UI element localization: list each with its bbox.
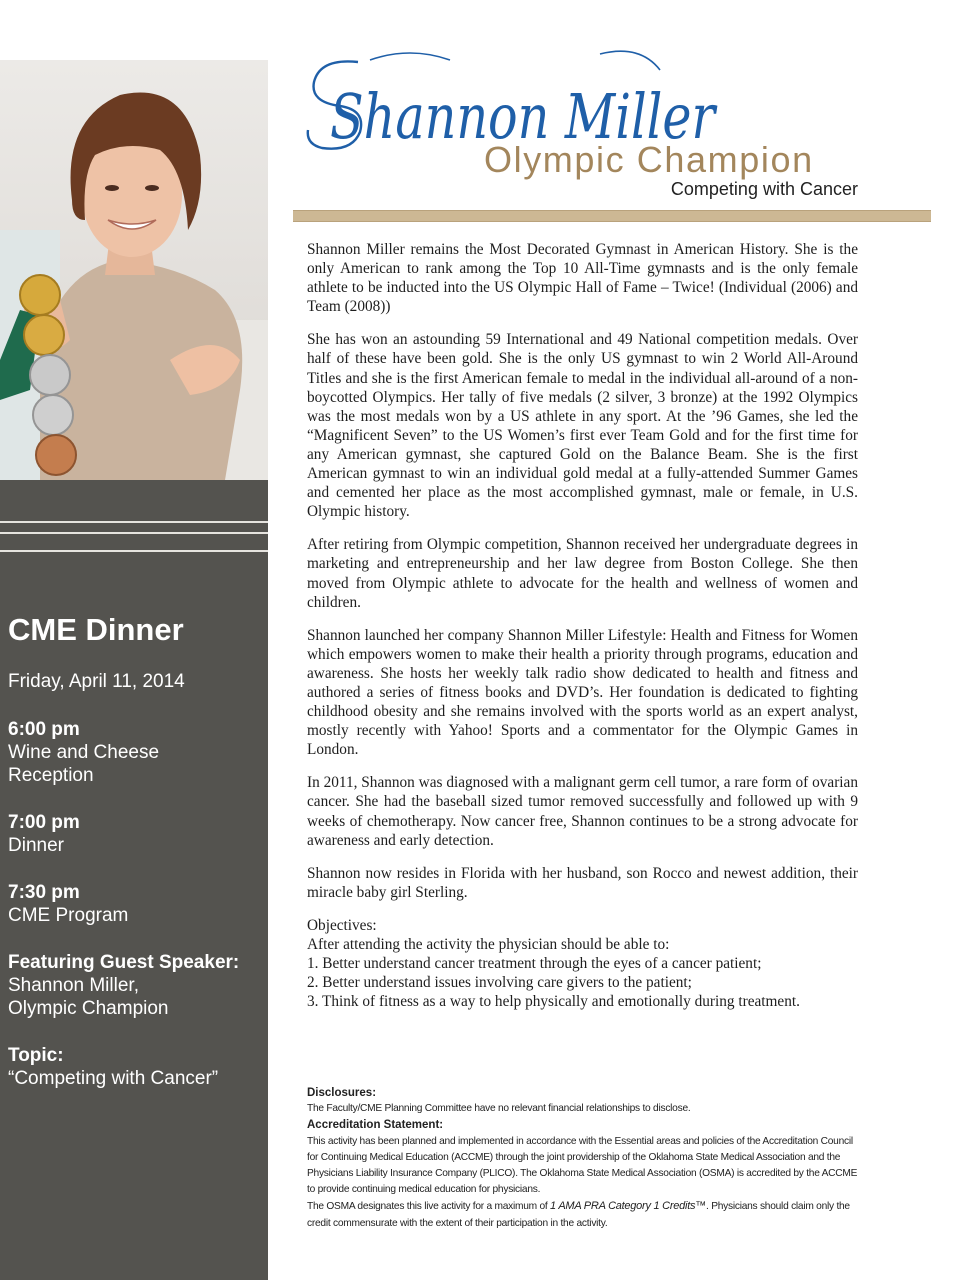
bio-paragraph: Shannon launched her company Shannon Miller Lifestyle: Health and Fitness for Women which empowers women to make their health a priority through programs, education and awareness. She hosts her weekly talk radio show dedicated to health and fitness and authored a series of fitness books and DVD’s. Her foundation is dedicated to fighting childhood obesity and she remains involved with the sports world as an expert analyst, mostly recently with Yahoo! Sports and a commentator for the Olympic Games in London. <box>307 626 858 759</box>
biography <box>307 240 858 1011</box>
event-date: Friday, April 11, 2014 <box>8 671 185 692</box>
schedule-time: 7:00 pm <box>8 812 80 833</box>
topic-label: Topic: <box>8 1045 64 1066</box>
sidebar-divider <box>0 532 268 534</box>
topic-block <box>8 1044 263 1090</box>
bio-paragraph: Shannon Miller remains the Most Decorated Gymnast in American History. She is the only American to rank among the Top 10 All-Time gymnasts and is the only female athlete to be inducted into the US Olympic Hall of Fame – Twice! (Individual (2006) and Team (2008)) <box>307 241 858 316</box>
fine-print <box>307 1085 863 1232</box>
disclosures-text: The Faculty/CME Planning Committee have no relevant financial relationships to disclose. <box>307 1103 691 1115</box>
schedule-label: CME Program <box>8 905 129 926</box>
objectives-section <box>307 916 858 1011</box>
speaker-title: Olympic Champion <box>8 998 169 1019</box>
speaker-portrait-illustration <box>0 60 268 480</box>
schedule-time: 7:30 pm <box>8 882 80 903</box>
schedule-label: Dinner <box>8 835 64 856</box>
objectives-title: Objectives: <box>307 916 377 934</box>
objective-item: 2. Better understand issues involving care givers to the patient; <box>307 973 692 991</box>
schedule-time: 6:00 pm <box>8 719 80 740</box>
speaker-block <box>8 951 263 1020</box>
bio-paragraph: She has won an astounding 59 International and 49 National competition medals. Over half of these have been gold. She is the only US gymnast to win 2 World All-Around Titles and she is the first American female to medal in the individual all-around of a non-boycotted Olympics. Her tally of five medals (2 silver, 3 bronze) at the 1992 Olympics was the most medals won by a US athlete in any sport. At the ’96 Games, she led the “Magnificent Seven” to the US Women’s first ever Team Gold and for the first time for any American gymnast, she captured Gold on the Balance Beam. She is the first American gymnast to win an individual gold medal at a fully-attended Summer Games and cemented her place as the most accomplished gymnast, male or female, in U.S. Olympic history. <box>307 331 858 521</box>
logo-tagline: Competing with Cancer <box>670 179 858 199</box>
accreditation-text: This activity has been planned and implemented in accordance with the Essential areas and policies of the Accreditation Council for Continuing Medical Education (ACCME) through the joint providership of the Oklahoma State Medical Association and the Physicians Liability Insurance Company (PLICO). The Oklahoma State Medical Association (OSMA) is accredited by the ACCME to provide continuing medical education for physicians. <box>307 1135 858 1196</box>
speaker-label: Featuring Guest Speaker: <box>8 952 240 973</box>
speaker-name: Shannon Miller, <box>8 975 139 996</box>
bio-paragraph: After retiring from Olympic competition, Shannon received her undergraduate degrees in marketing and entrepreneurship and her law degree from Boston College. She then moved from Olympic athlete to advocate for the health and wellness of women and children. <box>307 536 858 611</box>
credit-text: . Physicians should claim only the credit commensurate with the extent of their participation in the activity. <box>307 1201 850 1229</box>
objective-item: 3. Think of fitness as a way to help physically and emotionally during treatment. <box>307 992 800 1010</box>
bio-paragraph: Shannon now resides in Florida with her husband, son Rocco and newest addition, their miracle baby girl Sterling. <box>307 864 858 901</box>
topic-text: “Competing with Cancer” <box>8 1068 219 1089</box>
schedule-item <box>8 881 263 927</box>
logo-script-text: Shannon Miller <box>330 80 718 153</box>
sidebar-divider <box>0 550 268 552</box>
objective-item: 1. Better understand cancer treatment through the eyes of a cancer patient; <box>307 954 762 972</box>
accreditation-label: Accreditation Statement: <box>307 1119 444 1132</box>
objectives-intro: After attending the activity the physician should be able to: <box>307 935 670 953</box>
schedule-item <box>8 718 263 787</box>
schedule-label: Reception <box>8 765 94 786</box>
schedule-item <box>8 811 263 857</box>
sidebar-divider <box>0 521 268 523</box>
disclosures-label: Disclosures: <box>307 1087 377 1099</box>
event-sidebar <box>0 480 268 1280</box>
credit-emphasis: 1 AMA PRA Category 1 Credits™ <box>550 1200 707 1213</box>
speaker-photo <box>0 60 268 480</box>
credit-designation <box>307 1198 863 1231</box>
credit-text: The OSMA designates this live activity for a maximum of <box>307 1201 551 1213</box>
logo-subtitle: Olympic Champion <box>484 139 814 180</box>
event-title: CME Dinner <box>8 612 184 647</box>
header-divider <box>293 210 931 222</box>
schedule-label: Wine and Cheese <box>8 742 160 763</box>
bio-paragraph: In 2011, Shannon was diagnosed with a malignant germ cell tumor, a rare form of ovarian cancer. She had the baseball sized tumor removed successfully and followed up with 9 weeks of chemotherapy. Now cancer free, Shannon continues to be a strong advocate for awareness and early detection. <box>307 774 858 849</box>
